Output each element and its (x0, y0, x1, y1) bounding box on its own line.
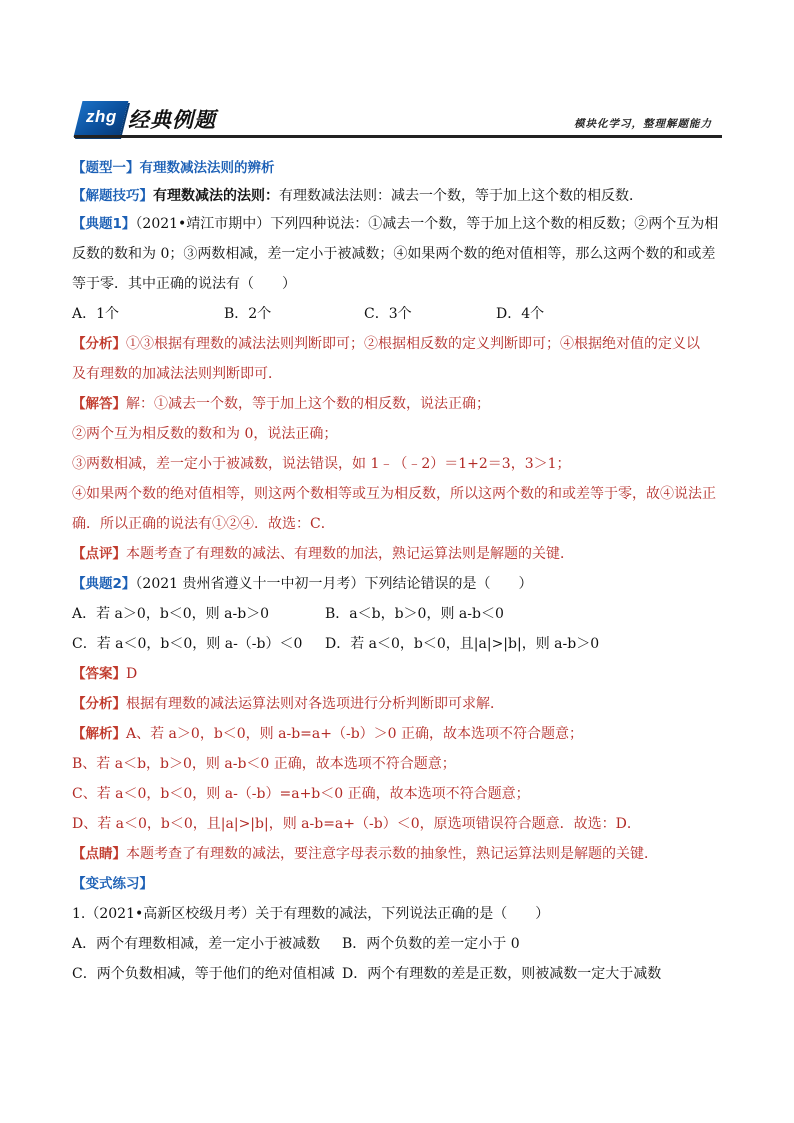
logo-text: zhg (86, 107, 117, 126)
answer-line3: ③两数相减，差一定小于被减数，说法错误，如 1﹣（﹣2）＝1+2＝3，3＞1； (72, 456, 571, 472)
option-b: B．2个 (224, 306, 272, 322)
explain-line3: C、若 a＜0，b＜0，则 a-（-b）=a+b＜0 正确，故本选项不符合题意； (72, 786, 530, 802)
example2-options-cd (72, 634, 722, 655)
document-body (72, 158, 722, 985)
example1-line1 (72, 214, 722, 235)
tip-text: 有理数减法法则：减去一个数，等于加上这个数的相反数． (279, 188, 643, 204)
header-divider (74, 135, 722, 138)
analysis-line (72, 694, 722, 715)
explain-line2: B、若 a＜b，b＞0，则 a-b＜0 正确，故本选项不符合题意； (72, 756, 456, 772)
example-text: 下列结论错误的是（ ） (364, 576, 533, 592)
explain-text: A、若 a＞0，b＜0，则 a-b=a+（-b）＞0 正确，故本选项不符合题意； (126, 726, 584, 742)
explain-line1 (72, 724, 722, 745)
point-text: 本题考查了有理数的减法，要注意字母表示数的抽象性，熟记运算法则是解题的关键． (126, 846, 658, 862)
practice-question: 1.（2021•高新区校级月考）关于有理数的减法，下列说法正确的是（ ） (72, 906, 550, 922)
practice-options-ab (72, 934, 722, 955)
option-c: C．若 a＜0，b＜0，则 a-（-b）＜0 (72, 636, 303, 652)
option-d: D．若 a＜0，b＜0，且|a|>|b|，则 a-b＞0 (325, 636, 600, 652)
comment-line (72, 544, 722, 565)
header-slogan: 模块化学习，整理解题能力 (574, 118, 712, 130)
option-b: B．a＜b，b＞0，则 a-b＜0 (325, 606, 504, 622)
tag-label: 【点睛】 (72, 846, 126, 862)
practice-heading (72, 874, 722, 895)
option-c: C．3个 (364, 306, 412, 322)
answer-value: D (126, 666, 138, 682)
analysis-text: ①③根据有理数的减法法则判断即可；②根据相反数的定义判断即可；④根据绝对值的定义以 (126, 336, 700, 352)
example2-question (72, 574, 722, 595)
tag-label: 【解题技巧】 (72, 188, 153, 204)
example2-options-ab (72, 604, 722, 625)
option-d: D．两个有理数的差是正数，则被减数一定大于减数 (342, 966, 662, 982)
option-d: D．4个 (496, 306, 545, 322)
tip-bold: 有理数减法的法则： (153, 188, 279, 204)
practice-options-cd (72, 964, 722, 985)
analysis-line1 (72, 334, 722, 355)
tag-label: 【题型一】 (72, 160, 140, 176)
tag-label: 【分析】 (72, 696, 126, 712)
answer-text: 解：①减去一个数，等于加上这个数的相反数，说法正确； (126, 396, 490, 412)
example1-line2: 反数的数和为 0；③两数相减，差一定小于被减数；④如果两个数的绝对值相等，那么这两个数的和或差 (72, 246, 716, 262)
tag-label: 【典题1】 (72, 216, 136, 232)
answer-line4: ④如果两个数的绝对值相等，则这两个数相等或互为相反数，所以这两个数的和或差等于零，故④说法正 (72, 486, 716, 502)
tag-label: 【典题2】 (72, 576, 136, 592)
answer-line1 (72, 394, 722, 415)
option-a: A．若 a＞0，b＜0，则 a-b＞0 (72, 606, 270, 622)
answer-line2: ②两个互为相反数的数和为 0，说法正确； (72, 426, 338, 442)
option-a: A．两个有理数相减，差一定小于被减数 (72, 936, 321, 952)
answer-line5: 确．所以正确的说法有①②④．故选：C． (72, 516, 335, 532)
example-text: 下列四种说法：①减去一个数，等于加上这个数的相反数；②两个互为相 (270, 216, 719, 232)
tag-label: 【答案】 (72, 666, 126, 682)
option-c: C．两个负数相减，等于他们的绝对值相减 (72, 966, 335, 982)
example-source: （2021 贵州省遵义十一中初一月考） (135, 576, 365, 592)
explain-line4: D、若 a＜0，b＜0，且|a|>|b|，则 a-b=a+（-b）＜0，原选项错误符合题意．故选：D． (72, 816, 641, 832)
tag-label: 【分析】 (72, 336, 126, 352)
comment-text: 本题考查了有理数的减法、有理数的加法，熟记运算法则是解题的关键． (126, 546, 574, 562)
analysis-line2: 及有理数的加减法法则判断即可． (72, 366, 282, 382)
tag-label: 【解析】 (72, 726, 126, 742)
type-title: 有理数减法法则的辨析 (139, 160, 275, 176)
type-heading (72, 158, 722, 179)
example1-options (72, 304, 722, 325)
example-source: （2021•靖江市期中） (135, 216, 271, 232)
tip-paragraph (72, 186, 722, 207)
tag-label: 【解答】 (72, 396, 126, 412)
option-a: A．1个 (72, 306, 120, 322)
answer-line (72, 664, 722, 685)
example1-line3: 等于零．其中正确的说法有（ ） (72, 276, 296, 292)
section-title: 经典例题 (128, 108, 216, 132)
section-header (74, 98, 722, 144)
point-line (72, 844, 722, 865)
analysis-text: 根据有理数的减法运算法则对各选项进行分析判断即可求解． (126, 696, 504, 712)
tag-label: 【点评】 (72, 546, 126, 562)
option-b: B．两个负数的差一定小于 0 (342, 936, 520, 952)
tag-label: 【变式练习】 (72, 876, 153, 892)
